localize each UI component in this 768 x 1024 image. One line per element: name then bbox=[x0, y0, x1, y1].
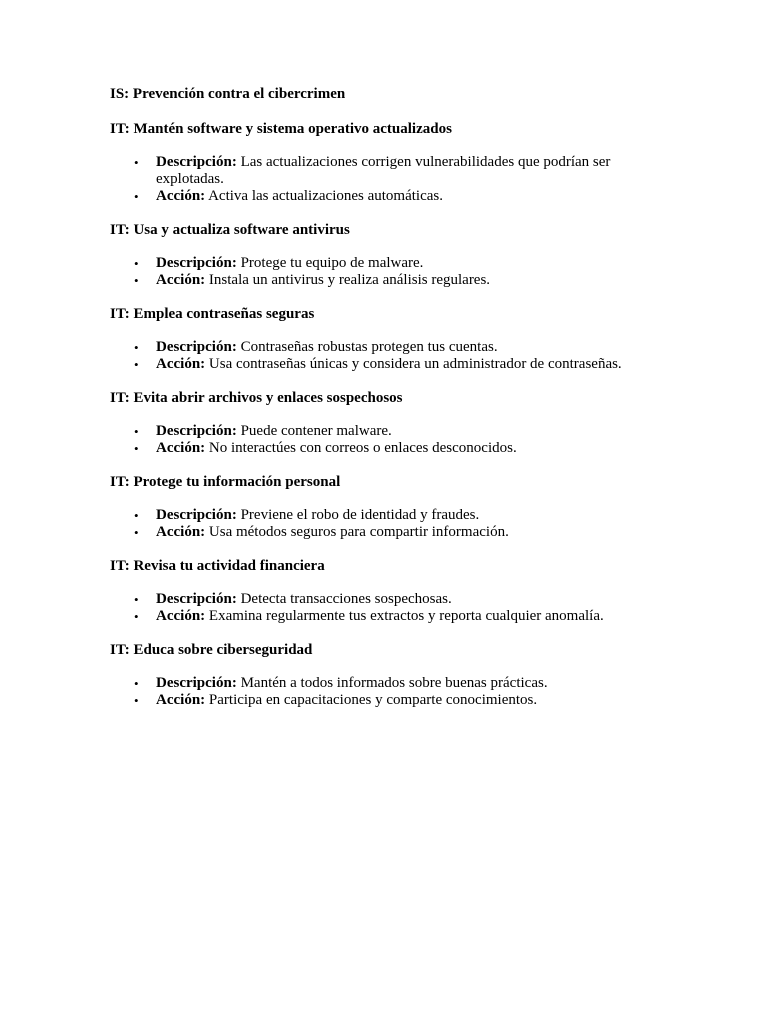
bullet-icon: • bbox=[134, 508, 139, 523]
bullet-icon: • bbox=[134, 424, 139, 439]
section-heading: IT: Educa sobre ciberseguridad bbox=[110, 642, 313, 658]
item-label: Descripción: bbox=[156, 339, 237, 355]
bullet-icon: • bbox=[134, 273, 139, 288]
section-heading: IT: Evita abrir archivos y enlaces sospechosos bbox=[110, 390, 403, 406]
item-text: Puede contener malware. bbox=[240, 423, 392, 439]
item-label: Descripción: bbox=[156, 507, 237, 523]
list-item bbox=[134, 591, 670, 608]
list-item bbox=[134, 356, 670, 373]
bullet-list bbox=[110, 591, 670, 625]
document-page bbox=[110, 86, 670, 726]
section bbox=[110, 121, 670, 205]
document-title: IS: Prevención contra el cibercrimen bbox=[110, 86, 346, 102]
item-label: Descripción: bbox=[156, 255, 237, 271]
list-item bbox=[134, 524, 670, 541]
list-item bbox=[134, 675, 670, 692]
bullet-icon: • bbox=[134, 592, 139, 607]
item-label: Descripción: bbox=[156, 423, 237, 439]
item-label: Acción: bbox=[156, 692, 206, 708]
bullet-list bbox=[110, 154, 670, 205]
bullet-list bbox=[110, 423, 670, 457]
item-text: Las actualizaciones corrigen vulnerabilidades que podrían ser explotadas. bbox=[156, 154, 611, 187]
item-label: Descripción: bbox=[156, 675, 237, 691]
bullet-icon: • bbox=[134, 155, 139, 170]
item-label: Acción: bbox=[156, 356, 206, 372]
section-heading: IT: Emplea contraseñas seguras bbox=[110, 306, 315, 322]
list-item bbox=[134, 188, 670, 205]
item-text: Usa contraseñas únicas y considera un administrador de contraseñas. bbox=[208, 356, 622, 372]
list-item bbox=[134, 339, 670, 356]
item-text: Participa en capacitaciones y comparte conocimientos. bbox=[208, 692, 538, 708]
item-text: Mantén a todos informados sobre buenas prácticas. bbox=[240, 675, 548, 691]
section-heading: IT: Protege tu información personal bbox=[110, 474, 341, 490]
bullet-list bbox=[110, 255, 670, 289]
list-item bbox=[134, 507, 670, 524]
bullet-icon: • bbox=[134, 340, 139, 355]
list-item bbox=[134, 423, 670, 440]
list-item bbox=[134, 272, 670, 289]
section bbox=[110, 558, 670, 625]
bullet-icon: • bbox=[134, 441, 139, 456]
item-label: Acción: bbox=[156, 272, 206, 288]
item-label: Descripción: bbox=[156, 154, 237, 170]
bullet-icon: • bbox=[134, 256, 139, 271]
section-heading: IT: Mantén software y sistema operativo actualizados bbox=[110, 121, 452, 137]
item-label: Acción: bbox=[156, 188, 206, 204]
section bbox=[110, 390, 670, 457]
item-text: No interactúes con correos o enlaces desconocidos. bbox=[208, 440, 517, 456]
bullet-icon: • bbox=[134, 693, 139, 708]
item-text: Examina regularmente tus extractos y reporta cualquier anomalía. bbox=[208, 608, 604, 624]
item-text: Contraseñas robustas protegen tus cuentas. bbox=[240, 339, 498, 355]
list-item bbox=[134, 608, 670, 625]
item-text: Protege tu equipo de malware. bbox=[240, 255, 424, 271]
list-item bbox=[134, 154, 670, 188]
bullet-icon: • bbox=[134, 609, 139, 624]
section bbox=[110, 642, 670, 709]
item-text: Usa métodos seguros para compartir información. bbox=[208, 524, 509, 540]
bullet-icon: • bbox=[134, 357, 139, 372]
bullet-list bbox=[110, 339, 670, 373]
item-text: Instala un antivirus y realiza análisis regulares. bbox=[208, 272, 491, 288]
sections-container bbox=[110, 121, 670, 709]
item-text: Activa las actualizaciones automáticas. bbox=[208, 188, 443, 204]
section-heading: IT: Revisa tu actividad financiera bbox=[110, 558, 325, 574]
bullet-list bbox=[110, 675, 670, 709]
item-text: Previene el robo de identidad y fraudes. bbox=[240, 507, 480, 523]
item-text: Detecta transacciones sospechosas. bbox=[240, 591, 452, 607]
bullet-icon: • bbox=[134, 189, 139, 204]
bullet-icon: • bbox=[134, 676, 139, 691]
item-label: Acción: bbox=[156, 608, 206, 624]
list-item bbox=[134, 692, 670, 709]
section-heading: IT: Usa y actualiza software antivirus bbox=[110, 222, 350, 238]
item-label: Descripción: bbox=[156, 591, 237, 607]
bullet-icon: • bbox=[134, 525, 139, 540]
item-label: Acción: bbox=[156, 524, 206, 540]
section bbox=[110, 222, 670, 289]
list-item bbox=[134, 255, 670, 272]
list-item bbox=[134, 440, 670, 457]
section bbox=[110, 474, 670, 541]
section bbox=[110, 306, 670, 373]
item-label: Acción: bbox=[156, 440, 206, 456]
bullet-list bbox=[110, 507, 670, 541]
